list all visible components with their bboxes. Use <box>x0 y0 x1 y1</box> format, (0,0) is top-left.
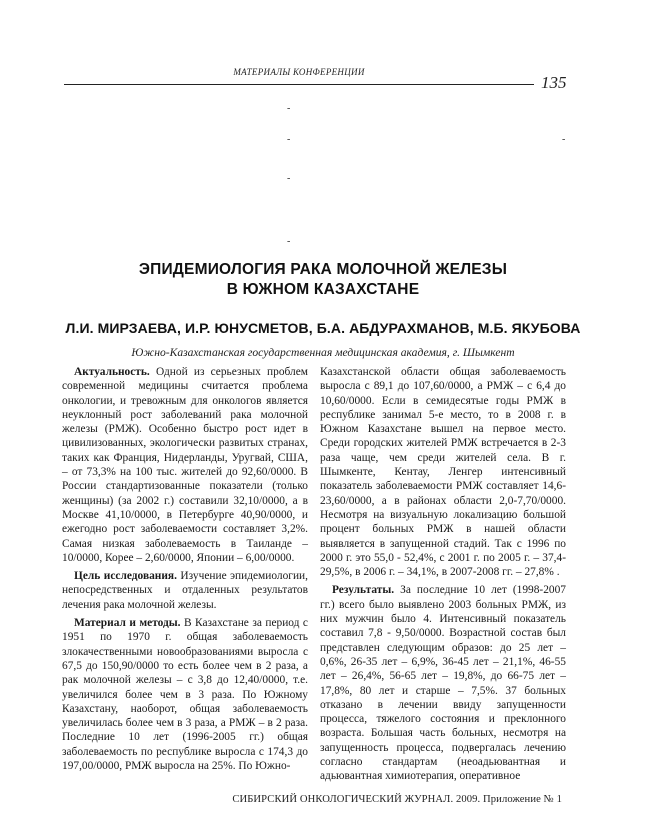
title-line-2: В ЮЖНОМ КАЗАХСТАНЕ <box>226 281 420 298</box>
running-footer-journal: СИБИРСКИЙ ОНКОЛОГИЧЕСКИЙ ЖУРНАЛ. 2009. Приложение № 1 <box>232 794 562 805</box>
paragraph-relevance <box>62 365 308 565</box>
heading-results: Результаты. <box>332 584 395 597</box>
text-methods: В Казахстане за период с 1951 по 1970 г. общая заболеваемость злокачественными новообразованиями выросла с 67,5 до 150,90/0000 то есть более чем в 2 раза, а рак молочной железы – с 3,8 до 12,40/0000, т.е. увеличился более чем в 3 раза. По Южному Казахстану, наоборот, общая заболеваемость увеличилась более чем в 3 раза, а РМЖ – в 2 раза. Последние 10 лет (1996-2005 гг.) общая заболеваемость по республике выросла с 174,3 до 197,00/0000, РМЖ выросла на 25%. По Южно- <box>62 617 308 773</box>
heading-relevance: Актуальность. <box>74 366 150 378</box>
paragraph-aim <box>62 569 308 612</box>
text-relevance: Одной из серьезных проблем современной медицины считается проблема онкологии, и тревожным для онкологов является неуклонный рост заболеваний рака молочной железы (РМЖ). Особенно быстро рост идет в цивилизованных, экологически развитых странах, таких как Франция, Нидерланды, Уругвай, США, – от 73,3% на 100 тыс. жителей до 92,60/0000. В России стандартизованные показатели (только женщины) (за 2002 г.) составили 32,10/0000, а в Москве 41,10/0000, в Петербурге 40,90/0000, и ежегодно рост заболеваемости составляет 3,2%. Самая низкая заболеваемость в Таиланде – 10/0000, Корее – 2,60/0000, Японии – 6,00/0000. <box>62 366 308 564</box>
article-authors: Л.И. МИРЗАЕВА, И.Р. ЮНУСМЕТОВ, Б.А. АБДУРАХМАНОВ, М.Б. ЯКУБОВА <box>65 320 581 336</box>
heading-methods: Материал и методы. <box>74 617 181 630</box>
running-header-section: МАТЕРИАЛЫ КОНФЕРЕНЦИИ <box>233 67 365 77</box>
dash-mark-5: - <box>287 236 291 247</box>
header-rule <box>64 84 534 85</box>
dash-mark-2: - <box>287 134 291 145</box>
title-line-1: ЭПИДЕМИОЛОГИЯ РАКА МОЛОЧНОЙ ЖЕЛЕЗЫ <box>138 261 508 278</box>
paragraph-results <box>320 583 566 783</box>
article-affiliation: Южно-Казахстанская государственная медицинская академия, г. Шымкент <box>131 346 515 359</box>
dash-mark-3: - <box>562 134 566 145</box>
article-title <box>60 260 586 300</box>
text-column-right <box>320 365 566 784</box>
paragraph-methods-cont <box>320 365 566 579</box>
text-aim: Изучение эпидемиологии, непосредственных и отдаленных результатов лечения рака молочной железы. <box>62 570 308 611</box>
text-methods-cont: Казахстанской области общая заболеваемость выросла с 89,1 до 107,60/0000, а РМЖ – с 6,4 до 10,60/0000. Если в семидесятые годы РМЖ в республике занимал 5-е место, то в 2008 г. в Южном Казахстане вышел на первое место. Среди городских жителей РМЖ встречается в 2-3 раза чаще, чем среди жителей села. В г. Шымкенте, Кентау, Ленгер интенсивный показатель заболеваемости РМЖ составляет 14,6-23,60/0000, а в районах области 2,0-7,70/0000. Несмотря на визуальную локализацию большой процент больных РМЖ в нашей области выявляется в запущенной стадий. Так с 1996 по 2000 г. это 55,0 - 52,4%, с 2001 г. по 2005 г. – 37,4-29,5%, в 2006 г. – 34,1%, в 2007-2008 гг. – 27,8% . <box>320 366 566 579</box>
dash-mark-4: - <box>287 173 291 184</box>
page-number: 135 <box>541 73 567 92</box>
heading-aim: Цель исследования. <box>74 570 177 583</box>
text-column-left <box>62 365 308 773</box>
paragraph-methods <box>62 616 308 773</box>
dash-mark-1: - <box>287 103 291 114</box>
text-results: За последние 10 лет (1998-2007 гг.) всего было выявлено 2003 больных РМЖ, из них мужчин было 4. Интенсивный показатель составил 7,8 - 9,50/0000. Возрастной состав был представлен следующим образов: до 25 лет – 0,6%, 26-35 лет – 6,9%, 36-45 лет – 21,1%, 46-55 лет – 26,4%, 56-65 лет – 19,8%, до 66-75 лет – 17,8%, 80 лет и старше – 7,5%. 37 больных отказано в лечении ввиду запущенности процесса, тяжелого состояния и преклонного возраста. Большая часть больных, несмотря на запущенность процесса, подвергалась лечению согласно стандартам (неоадьювантная и адьювантная химиотерапия, оперативное <box>320 584 566 783</box>
